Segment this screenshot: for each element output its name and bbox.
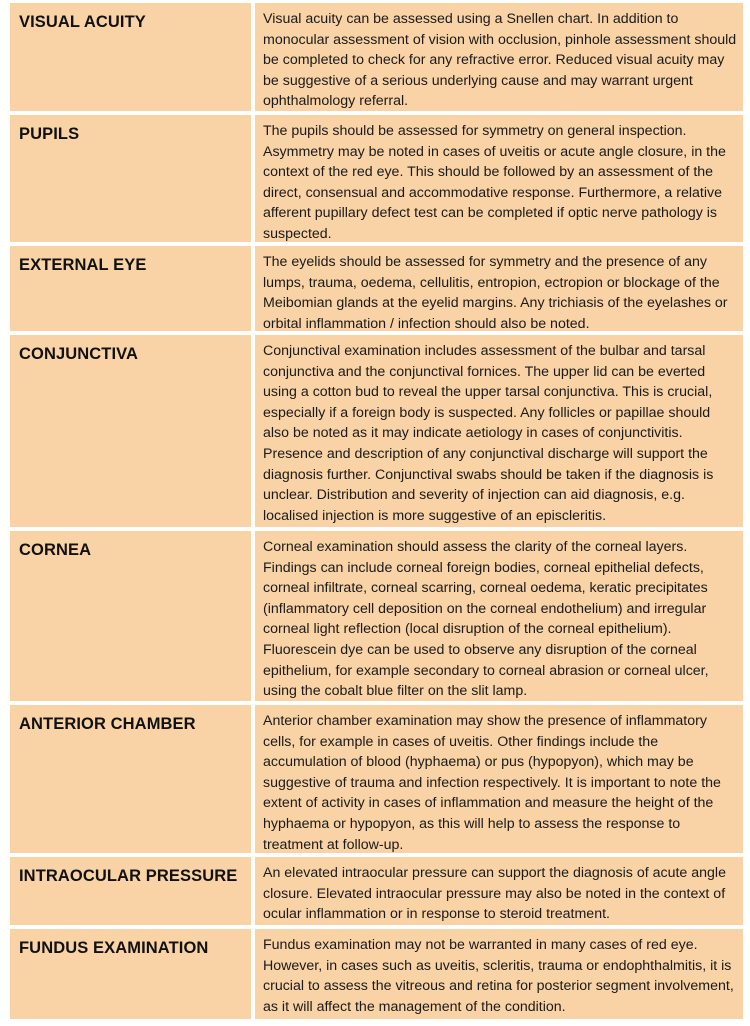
row-text-intraocular-pressure: An elevated intraocular pressure can support the diagnosis of acute angle closure. Elevated intraocular pressure may also be noted in the context of ocular inflammation or in response to steroid treatment. <box>255 857 743 925</box>
row-text-fundus-examination: Fundus examination may not be warranted in many cases of red eye. However, in cases such as uveitis, scleritis, trauma or endophthalmitis, it is crucial to assess the vitreous and retina for posterior segment involvement, as it will affect the management of the condition. <box>255 929 743 1019</box>
row-text-visual-acuity: Visual acuity can be assessed using a Snellen chart. In addition to monocular assessment of vision with occlusion, pinhole assessment should be completed to check for any refractive error. Reduced visual acuity may be suggestive of a serious underlying cause and may warrant urgent ophthalmology referral. <box>255 3 743 111</box>
row-heading-cornea: CORNEA <box>10 531 251 701</box>
row-heading-visual-acuity: VISUAL ACUITY <box>10 3 251 111</box>
row-text-anterior-chamber: Anterior chamber examination may show the presence of inflammatory cells, for example in cases of uveitis. Other findings include the accumulation of blood (hyphaema) or pus (hypopyon), which may be suggestive of trauma and infection respectively. It is important to note the extent of activity in cases of inflammation and measure the height of the hyphaema or hypopyon, as this will help to assess the response to treatment at follow-up. <box>255 705 743 853</box>
row-text-external-eye: The eyelids should be assessed for symmetry and the presence of any lumps, trauma, oedema, cellulitis, entropion, ectropion or blockage of the Meibomian glands at the eyelid margins. Any trichiasis of the eyelashes or orbital inflammation / infection should also be noted. <box>255 246 743 331</box>
row-text-conjunctiva: Conjunctival examination includes assessment of the bulbar and tarsal conjunctiva and the conjunctival fornices. The upper lid can be everted using a cotton bud to reveal the upper tarsal conjunctiva. This is crucial, especially if a foreign body is suspected. Any follicles or papillae should also be noted as it may indicate aetiology in cases of conjunctivitis. Presence and description of any conjunctival discharge will support the diagnosis further. Conjunctival swabs should be taken if the diagnosis is unclear. Distribution and severity of injection can aid diagnosis, e.g. localised injection is more suggestive of an episcleritis. <box>255 335 743 527</box>
row-heading-pupils: PUPILS <box>10 115 251 242</box>
row-text-cornea: Corneal examination should assess the clarity of the corneal layers. Findings can include corneal foreign bodies, corneal epithelial defects, corneal infiltrate, corneal scarring, corneal oedema, keratic precipitates (inflammatory cell deposition on the corneal endothelium) and irregular corneal light reflection (local disruption of the corneal epithelium). Fluorescein dye can be used to observe any disruption of the corneal epithelium, for example secondary to corneal abrasion or corneal ulcer, using the cobalt blue filter on the slit lamp. <box>255 531 743 701</box>
row-heading-anterior-chamber: ANTERIOR CHAMBER <box>10 705 251 853</box>
examination-table <box>10 3 743 1019</box>
row-heading-external-eye: EXTERNAL EYE <box>10 246 251 331</box>
row-heading-conjunctiva: CONJUNCTIVA <box>10 335 251 527</box>
row-text-pupils: The pupils should be assessed for symmetry on general inspection. Asymmetry may be noted in cases of uveitis or acute angle closure, in the context of the red eye. This should be followed by an assessment of the direct, consensual and accommodative response. Furthermore, a relative afferent pupillary defect test can be completed if optic nerve pathology is suspected. <box>255 115 743 242</box>
row-heading-fundus-examination: FUNDUS EXAMINATION <box>10 929 251 1019</box>
row-heading-intraocular-pressure: INTRAOCULAR PRESSURE <box>10 857 251 925</box>
